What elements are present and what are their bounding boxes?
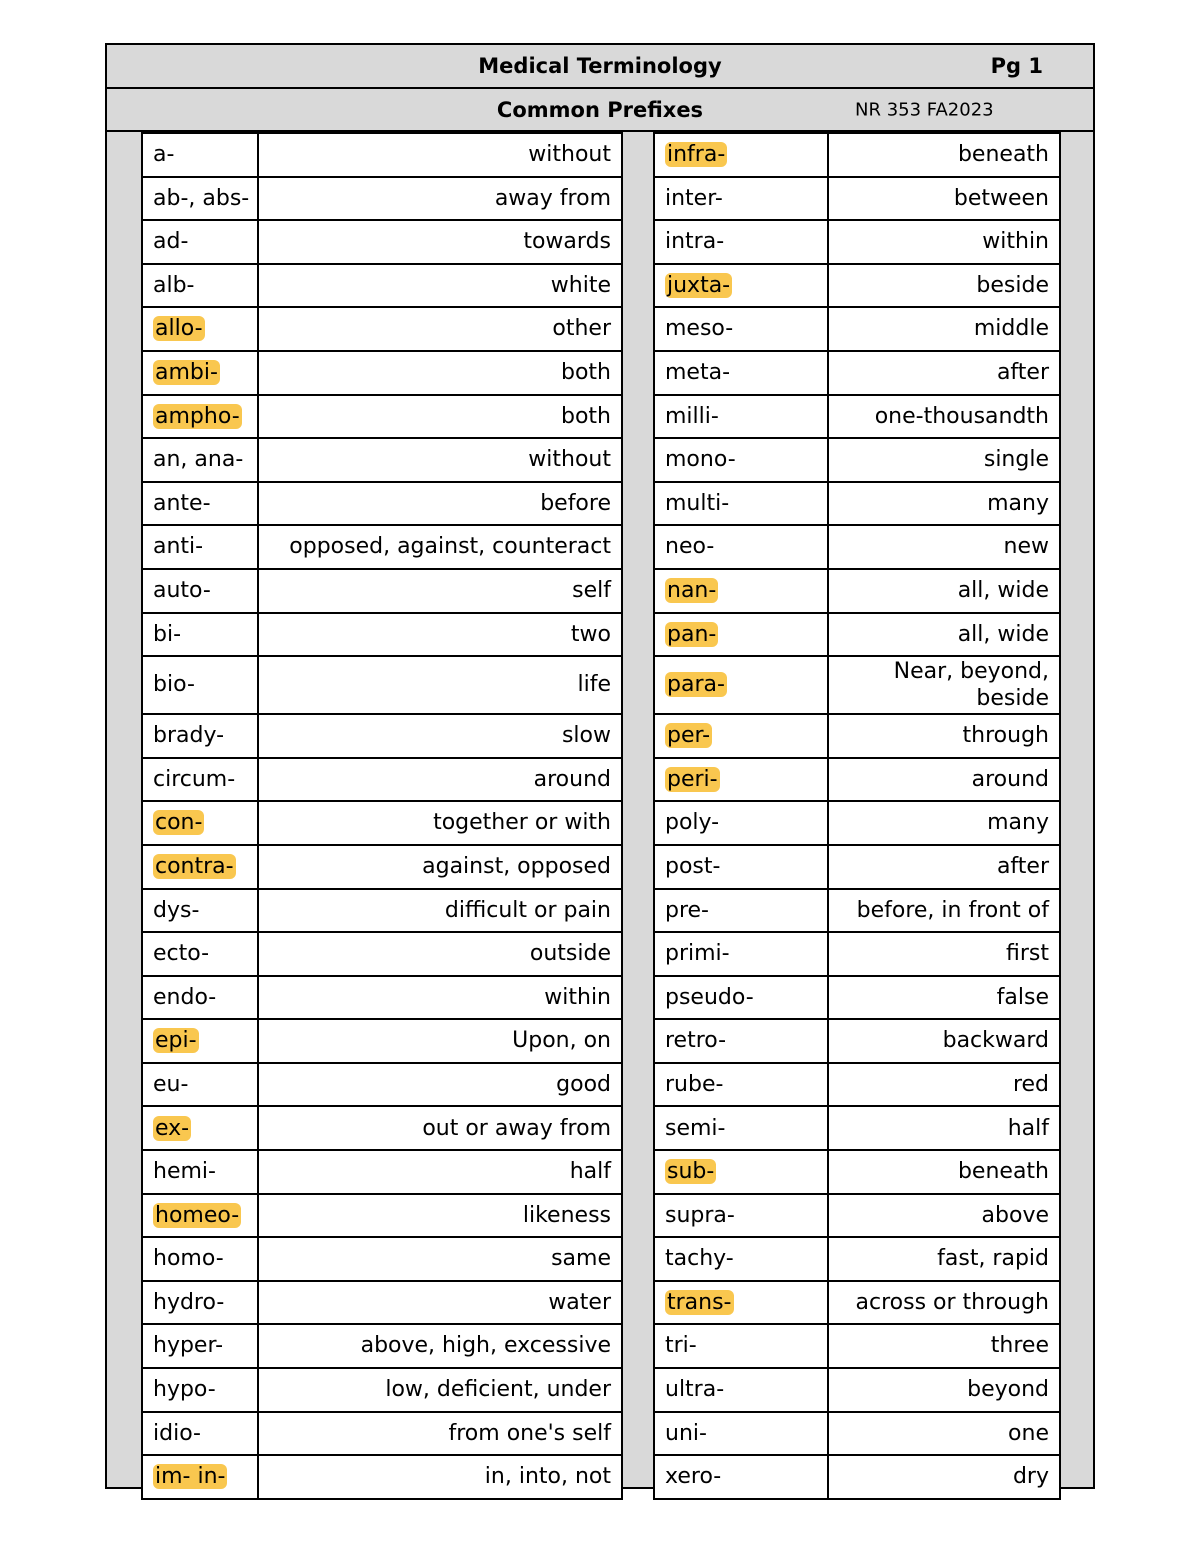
meaning-cell: away from bbox=[258, 177, 622, 221]
meaning-cell: Near, beyond, beside bbox=[828, 656, 1060, 714]
prefix-text: epi- bbox=[155, 1028, 197, 1054]
meaning-cell: opposed, against, counteract bbox=[258, 525, 622, 569]
meaning-cell: many bbox=[828, 482, 1060, 526]
meaning-cell: new bbox=[828, 525, 1060, 569]
meaning-cell: through bbox=[828, 714, 1060, 758]
meaning-cell: low, deficient, under bbox=[258, 1368, 622, 1412]
table-row bbox=[654, 1281, 1060, 1325]
meaning-cell: first bbox=[828, 932, 1060, 976]
prefix-cell bbox=[654, 1368, 828, 1412]
meaning-cell: slow bbox=[258, 714, 622, 758]
prefix-text: hypo- bbox=[153, 1377, 216, 1403]
meaning-cell: all, wide bbox=[828, 613, 1060, 657]
prefix-cell bbox=[654, 307, 828, 351]
prefix-cell bbox=[142, 932, 258, 976]
prefix-cell bbox=[654, 801, 828, 845]
table-row bbox=[142, 1019, 622, 1063]
prefix-text: ampho- bbox=[155, 403, 240, 429]
table-row bbox=[142, 758, 622, 802]
meaning-cell: across or through bbox=[828, 1281, 1060, 1325]
meaning-cell: half bbox=[258, 1150, 622, 1194]
prefix-text: retro- bbox=[665, 1028, 727, 1054]
prefix-text: ab-, abs- bbox=[153, 185, 250, 211]
prefix-text: pseudo- bbox=[665, 984, 754, 1010]
table-row bbox=[142, 1455, 622, 1499]
table-row bbox=[142, 1237, 622, 1281]
prefix-text: dys- bbox=[153, 897, 200, 923]
prefix-text: supra- bbox=[665, 1202, 735, 1228]
table-row bbox=[654, 438, 1060, 482]
meaning-cell: from one's self bbox=[258, 1412, 622, 1456]
prefix-text: sub- bbox=[667, 1159, 715, 1185]
meaning-cell: likeness bbox=[258, 1194, 622, 1238]
table-row bbox=[142, 889, 622, 933]
prefix-text: tachy- bbox=[665, 1246, 734, 1272]
prefix-cell bbox=[142, 133, 258, 177]
table-row bbox=[142, 1324, 622, 1368]
table-row bbox=[654, 714, 1060, 758]
prefix-text: pre- bbox=[665, 897, 709, 923]
table-row bbox=[654, 1412, 1060, 1456]
prefix-text: con- bbox=[155, 810, 203, 836]
prefix-text: allo- bbox=[155, 316, 203, 342]
meaning-cell: above, high, excessive bbox=[258, 1324, 622, 1368]
prefix-text: anti- bbox=[153, 534, 204, 560]
table-row bbox=[654, 1106, 1060, 1150]
page-title: Medical Terminology bbox=[478, 54, 722, 78]
meaning-cell: before, in front of bbox=[828, 889, 1060, 933]
table-row bbox=[142, 1412, 622, 1456]
prefix-text: ex- bbox=[155, 1115, 190, 1141]
table-row bbox=[654, 1324, 1060, 1368]
table-row bbox=[142, 932, 622, 976]
prefix-cell bbox=[654, 656, 828, 714]
meaning-cell: between bbox=[828, 177, 1060, 221]
prefix-cell bbox=[654, 395, 828, 439]
prefix-text: neo- bbox=[665, 534, 715, 560]
prefix-cell bbox=[142, 1019, 258, 1063]
table-row bbox=[654, 1150, 1060, 1194]
meaning-cell: outside bbox=[258, 932, 622, 976]
prefix-cell bbox=[142, 845, 258, 889]
prefix-text: an, ana- bbox=[153, 447, 244, 473]
prefix-cell bbox=[654, 1455, 828, 1499]
prefix-cell bbox=[654, 438, 828, 482]
prefix-text: bio- bbox=[153, 672, 195, 698]
prefix-text: alb- bbox=[153, 272, 195, 298]
table-row bbox=[654, 1237, 1060, 1281]
meaning-cell: within bbox=[828, 220, 1060, 264]
course-code: NR 353 FA2023 bbox=[855, 99, 994, 120]
prefix-cell bbox=[654, 1412, 828, 1456]
table-row bbox=[654, 801, 1060, 845]
meaning-cell: above bbox=[828, 1194, 1060, 1238]
meaning-cell: before bbox=[258, 482, 622, 526]
prefix-cell bbox=[654, 1019, 828, 1063]
prefix-cell bbox=[654, 714, 828, 758]
prefix-cell bbox=[654, 351, 828, 395]
prefix-table-left bbox=[141, 132, 623, 1500]
meaning-cell: one-thousandth bbox=[828, 395, 1060, 439]
meaning-cell: fast, rapid bbox=[828, 1237, 1060, 1281]
meaning-cell: one bbox=[828, 1412, 1060, 1456]
meaning-cell: against, opposed bbox=[258, 845, 622, 889]
prefix-text: meso- bbox=[665, 316, 734, 342]
section-title: Common Prefixes bbox=[496, 97, 704, 122]
meaning-cell: without bbox=[258, 133, 622, 177]
prefix-text: infra- bbox=[667, 142, 726, 168]
meaning-cell: within bbox=[258, 976, 622, 1020]
prefix-cell bbox=[142, 177, 258, 221]
meaning-cell: both bbox=[258, 351, 622, 395]
table-row bbox=[142, 133, 622, 177]
meaning-cell: beyond bbox=[828, 1368, 1060, 1412]
prefix-text: idio- bbox=[153, 1420, 201, 1446]
prefix-cell bbox=[142, 1455, 258, 1499]
prefix-cell bbox=[142, 1063, 258, 1107]
page-number: Pg 1 bbox=[990, 54, 1043, 78]
prefix-cell bbox=[654, 1106, 828, 1150]
prefix-text: pan- bbox=[667, 621, 717, 647]
prefix-text: peri- bbox=[667, 766, 718, 792]
prefix-cell bbox=[142, 1150, 258, 1194]
prefix-text: poly- bbox=[665, 810, 720, 836]
meaning-cell: Upon, on bbox=[258, 1019, 622, 1063]
prefix-cell bbox=[142, 1281, 258, 1325]
prefix-text: hemi- bbox=[153, 1159, 216, 1185]
prefix-text: xero- bbox=[665, 1464, 722, 1490]
prefix-text: ecto- bbox=[153, 941, 210, 967]
table-row bbox=[654, 1194, 1060, 1238]
meaning-cell: without bbox=[258, 438, 622, 482]
meaning-cell: together or with bbox=[258, 801, 622, 845]
prefix-cell bbox=[654, 1063, 828, 1107]
prefix-cell bbox=[142, 438, 258, 482]
meaning-cell: backward bbox=[828, 1019, 1060, 1063]
meaning-cell: self bbox=[258, 569, 622, 613]
prefix-text: per- bbox=[667, 723, 711, 749]
prefix-cell bbox=[142, 889, 258, 933]
meaning-cell: two bbox=[258, 613, 622, 657]
prefix-text: nan- bbox=[667, 577, 717, 603]
prefix-cell bbox=[142, 569, 258, 613]
table-row bbox=[142, 177, 622, 221]
prefix-cell bbox=[654, 177, 828, 221]
meaning-cell: same bbox=[258, 1237, 622, 1281]
prefix-text: post- bbox=[665, 853, 721, 879]
table-row bbox=[654, 1368, 1060, 1412]
prefix-cell bbox=[142, 1237, 258, 1281]
prefix-cell bbox=[654, 758, 828, 802]
meaning-cell: around bbox=[258, 758, 622, 802]
meaning-cell: good bbox=[258, 1063, 622, 1107]
table-row bbox=[654, 525, 1060, 569]
meaning-cell: water bbox=[258, 1281, 622, 1325]
table-row bbox=[142, 1281, 622, 1325]
prefix-text: hydro- bbox=[153, 1289, 225, 1315]
table-row bbox=[654, 1455, 1060, 1499]
prefix-text: inter- bbox=[665, 185, 723, 211]
table-row bbox=[142, 1194, 622, 1238]
table-row bbox=[142, 845, 622, 889]
table-row bbox=[142, 438, 622, 482]
meaning-cell: towards bbox=[258, 220, 622, 264]
prefix-text: trans- bbox=[667, 1289, 732, 1315]
prefix-cell bbox=[142, 714, 258, 758]
prefix-text: im- in- bbox=[155, 1464, 226, 1490]
meaning-cell: life bbox=[258, 656, 622, 714]
table-row bbox=[142, 569, 622, 613]
prefix-cell bbox=[142, 1412, 258, 1456]
prefix-cell bbox=[654, 845, 828, 889]
table-row bbox=[142, 395, 622, 439]
meaning-cell: white bbox=[258, 264, 622, 308]
prefix-text: ante- bbox=[153, 490, 211, 516]
table-row bbox=[142, 1106, 622, 1150]
meaning-cell: after bbox=[828, 845, 1060, 889]
prefix-cell bbox=[654, 220, 828, 264]
meaning-cell: beneath bbox=[828, 133, 1060, 177]
table-row bbox=[654, 1063, 1060, 1107]
prefix-cell bbox=[654, 889, 828, 933]
table-row bbox=[142, 264, 622, 308]
prefix-cell bbox=[142, 1368, 258, 1412]
table-row bbox=[654, 889, 1060, 933]
meaning-cell: half bbox=[828, 1106, 1060, 1150]
prefix-text: ambi- bbox=[155, 360, 218, 386]
prefix-text: contra- bbox=[155, 853, 234, 879]
table-row bbox=[142, 976, 622, 1020]
meaning-cell: three bbox=[828, 1324, 1060, 1368]
meaning-cell: single bbox=[828, 438, 1060, 482]
prefix-text: ultra- bbox=[665, 1377, 725, 1403]
table-row bbox=[142, 801, 622, 845]
table-row bbox=[654, 351, 1060, 395]
table-row bbox=[142, 613, 622, 657]
prefix-text: para- bbox=[667, 672, 725, 698]
prefix-cell bbox=[142, 1194, 258, 1238]
prefix-cell bbox=[142, 976, 258, 1020]
table-row bbox=[654, 845, 1060, 889]
table-row bbox=[142, 351, 622, 395]
table-row bbox=[654, 613, 1060, 657]
prefix-cell bbox=[654, 482, 828, 526]
subtitle-bar bbox=[107, 89, 1093, 132]
prefix-text: auto- bbox=[153, 577, 211, 603]
prefix-text: tri- bbox=[665, 1333, 697, 1359]
prefix-cell bbox=[142, 395, 258, 439]
meaning-cell: other bbox=[258, 307, 622, 351]
table-row bbox=[654, 932, 1060, 976]
prefix-cell bbox=[142, 656, 258, 714]
prefix-text: milli- bbox=[665, 403, 719, 429]
prefix-text: intra- bbox=[665, 229, 725, 255]
prefix-text: bi- bbox=[153, 621, 182, 647]
prefix-cell bbox=[654, 569, 828, 613]
prefix-text: rube- bbox=[665, 1071, 724, 1097]
meaning-cell: beside bbox=[828, 264, 1060, 308]
table-row bbox=[654, 133, 1060, 177]
prefix-cell bbox=[654, 1194, 828, 1238]
prefix-cell bbox=[654, 1237, 828, 1281]
table-row bbox=[142, 220, 622, 264]
table-row bbox=[654, 395, 1060, 439]
prefix-cell bbox=[654, 1150, 828, 1194]
table-row bbox=[654, 220, 1060, 264]
prefix-cell bbox=[142, 482, 258, 526]
prefix-cell bbox=[142, 525, 258, 569]
prefix-text: endo- bbox=[153, 984, 217, 1010]
table-row bbox=[142, 482, 622, 526]
prefix-text: hyper- bbox=[153, 1333, 224, 1359]
table-row bbox=[142, 1063, 622, 1107]
meaning-cell: after bbox=[828, 351, 1060, 395]
prefix-text: uni- bbox=[665, 1420, 707, 1446]
prefix-cell bbox=[654, 264, 828, 308]
prefix-cell bbox=[142, 351, 258, 395]
meaning-cell: false bbox=[828, 976, 1060, 1020]
prefix-cell bbox=[654, 613, 828, 657]
table-row bbox=[142, 1368, 622, 1412]
prefix-text: eu- bbox=[153, 1071, 189, 1097]
meaning-cell: red bbox=[828, 1063, 1060, 1107]
prefix-text: primi- bbox=[665, 941, 730, 967]
table-row bbox=[142, 1150, 622, 1194]
table-row bbox=[654, 307, 1060, 351]
meaning-cell: middle bbox=[828, 307, 1060, 351]
table-row bbox=[654, 177, 1060, 221]
table-row bbox=[654, 656, 1060, 714]
meaning-cell: many bbox=[828, 801, 1060, 845]
prefix-cell bbox=[654, 1281, 828, 1325]
prefix-cell bbox=[654, 1324, 828, 1368]
title-bar bbox=[107, 45, 1093, 89]
prefix-cell bbox=[142, 264, 258, 308]
prefix-text: semi- bbox=[665, 1115, 726, 1141]
prefix-text: mono- bbox=[665, 447, 736, 473]
table-row bbox=[654, 758, 1060, 802]
prefix-cell bbox=[142, 801, 258, 845]
meaning-cell: all, wide bbox=[828, 569, 1060, 613]
prefix-text: multi- bbox=[665, 490, 730, 516]
meaning-cell: beneath bbox=[828, 1150, 1060, 1194]
meaning-cell: in, into, not bbox=[258, 1455, 622, 1499]
meaning-cell: around bbox=[828, 758, 1060, 802]
meaning-cell: out or away from bbox=[258, 1106, 622, 1150]
meaning-cell: dry bbox=[828, 1455, 1060, 1499]
prefix-text: homeo- bbox=[155, 1202, 240, 1228]
prefix-cell bbox=[142, 220, 258, 264]
prefix-text: homo- bbox=[153, 1246, 224, 1272]
table-row bbox=[654, 264, 1060, 308]
prefix-cell bbox=[142, 758, 258, 802]
prefix-cell bbox=[654, 976, 828, 1020]
prefix-cell bbox=[654, 525, 828, 569]
table-row bbox=[654, 482, 1060, 526]
prefix-cell bbox=[142, 1324, 258, 1368]
table-row bbox=[654, 569, 1060, 613]
table-row bbox=[654, 1019, 1060, 1063]
meaning-cell: difficult or pain bbox=[258, 889, 622, 933]
prefix-text: juxta- bbox=[667, 272, 731, 298]
prefix-cell bbox=[654, 133, 828, 177]
prefix-text: meta- bbox=[665, 360, 731, 386]
prefix-cell bbox=[654, 932, 828, 976]
table-row bbox=[142, 525, 622, 569]
prefix-cell bbox=[142, 1106, 258, 1150]
prefix-text: circum- bbox=[153, 766, 236, 792]
table-row bbox=[654, 976, 1060, 1020]
table-row bbox=[142, 656, 622, 714]
prefix-cell bbox=[142, 613, 258, 657]
prefix-text: a- bbox=[153, 142, 175, 168]
prefix-cell bbox=[142, 307, 258, 351]
prefix-table-right bbox=[653, 132, 1061, 1500]
prefix-text: brady- bbox=[153, 723, 225, 749]
table-row bbox=[142, 714, 622, 758]
table-row bbox=[142, 307, 622, 351]
prefix-text: ad- bbox=[153, 229, 189, 255]
prefix-sheet bbox=[105, 43, 1095, 1489]
meaning-cell: both bbox=[258, 395, 622, 439]
